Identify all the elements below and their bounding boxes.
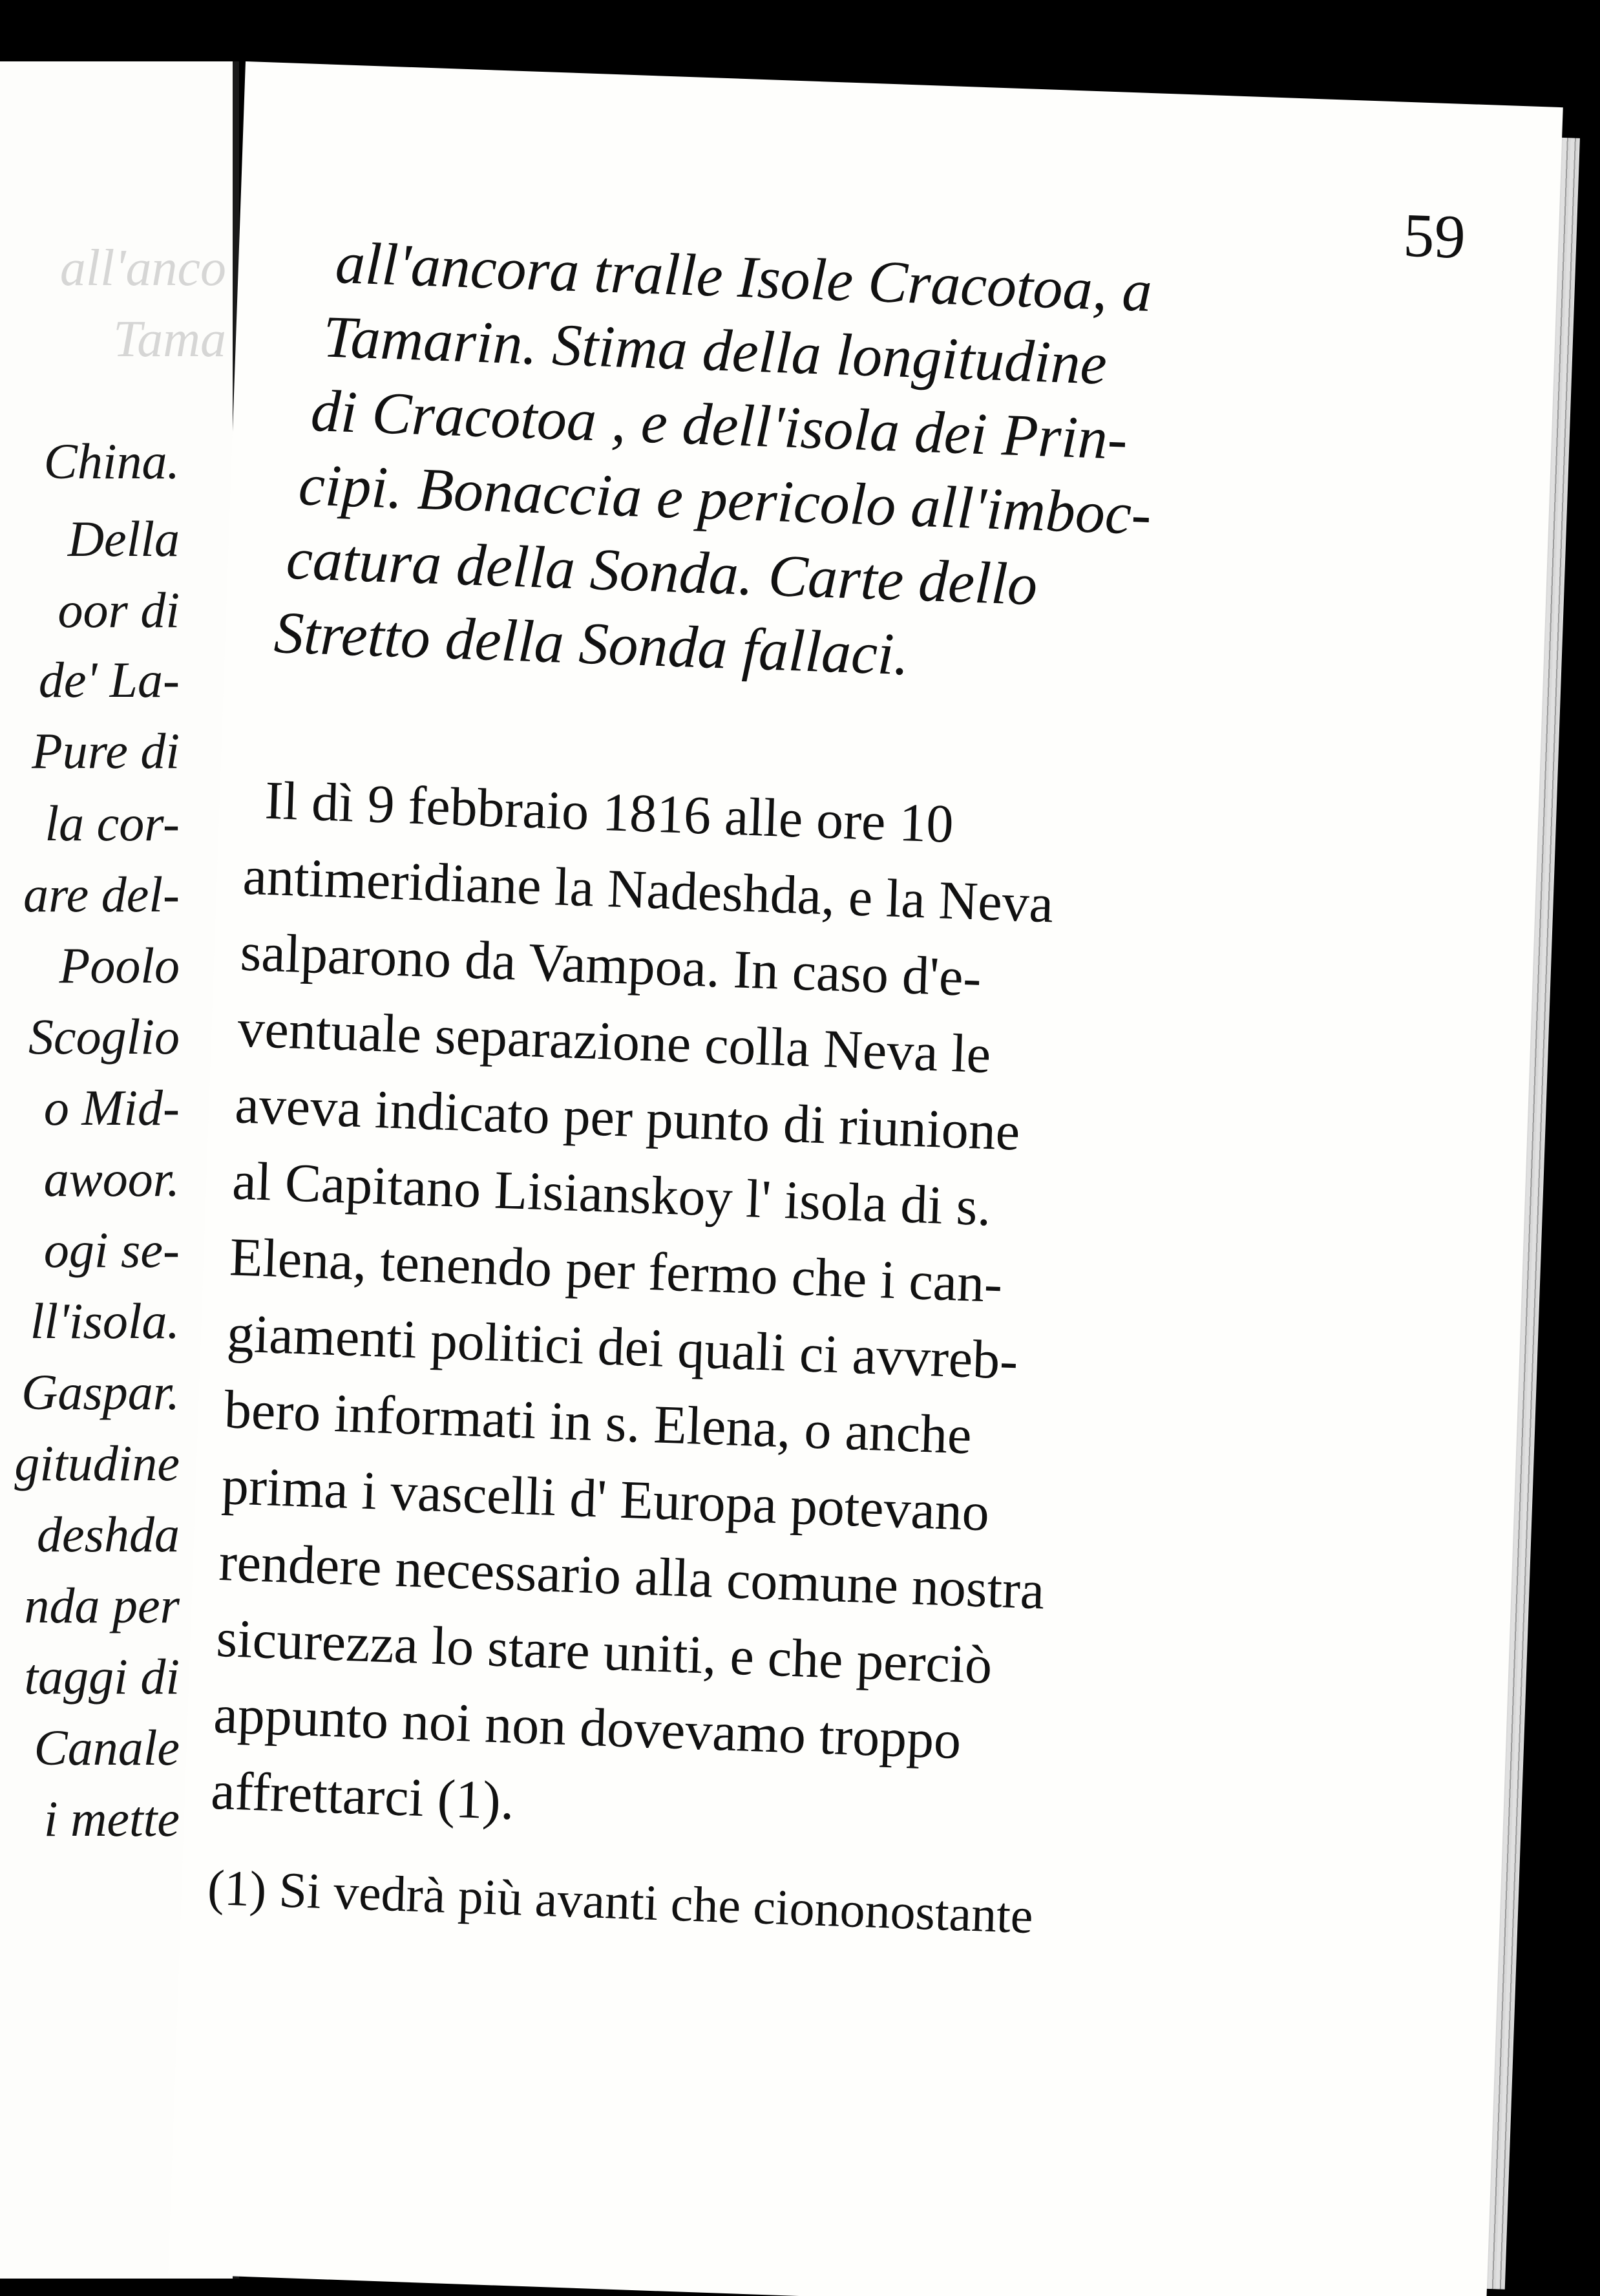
summary-line: Tamarin. Stima della longitudine: [322, 303, 1108, 397]
left-line: gitudine: [14, 1435, 180, 1491]
footnote-text: (1) Si vedrà più avanti che ciononostante: [206, 1858, 1035, 1944]
left-line: Gaspar.: [21, 1364, 180, 1420]
body-line-text: appunto noi non dovevamo troppo: [213, 1684, 962, 1771]
body-line-text: rendere necessario alla comune nostra: [218, 1532, 1046, 1621]
body-line-text: antimeridiane la Nadeshda, e la Neva: [242, 845, 1055, 935]
left-line: are del-: [23, 866, 180, 922]
left-line: la cor-: [45, 795, 180, 851]
body-line-text: aveva indicato per punto di riunione: [234, 1074, 1021, 1162]
left-line: ll'isola.: [30, 1293, 180, 1349]
left-line: nda per: [24, 1577, 180, 1633]
summary-line: all'ancora tralle Isole Cracotoa, a: [334, 229, 1153, 324]
summary-line: catura della Sonda. Carte dello: [285, 525, 1038, 618]
left-line: taggi di: [24, 1648, 180, 1705]
left-line: deshda: [37, 1506, 180, 1562]
body-text: [209, 770, 1474, 1832]
body-line: [209, 1760, 1433, 1861]
summary-line: di Cracotoa , e dell'isola dei Prin-: [310, 377, 1129, 472]
left-line: Poolo: [59, 937, 180, 994]
left-line: Scoglio: [28, 1008, 180, 1065]
body-line-text: Elena, tenendo per fermo che i can-: [228, 1227, 1004, 1314]
body-line-text: Il dì 9 febbraio 1816 alle ore 10: [264, 770, 955, 855]
left-faded-line-1: all'anco: [59, 240, 226, 297]
left-line: Pure di: [32, 723, 180, 779]
left-line: Canale: [34, 1719, 180, 1776]
left-line: oor di: [58, 582, 180, 638]
body-line-text: al Capitano Lisianskoy l' isola di s.: [231, 1151, 993, 1238]
left-faded-line-2: Tama: [113, 311, 226, 368]
left-line: i mette: [43, 1791, 180, 1847]
page-number: 59: [1402, 200, 1467, 272]
left-line: awoor.: [43, 1151, 180, 1207]
left-line: China.: [43, 433, 180, 489]
body-line-text: ventuale separazione colla Neva le: [237, 998, 992, 1085]
summary-line: cipi. Bonaccia e pericolo all'imboc-: [297, 451, 1153, 547]
body-line-text: salparono da Vampoa. In caso d'e-: [239, 922, 983, 1008]
summary-line: Stretto della Sonda fallaci.: [273, 599, 911, 688]
left-line: o Mid-: [43, 1079, 180, 1136]
body-line-text: prima i vascelli d' Europa potevano: [220, 1456, 991, 1543]
body-line-text: giamenti politici dei quali ci avvreb-: [226, 1303, 1019, 1391]
left-line: ogi se-: [43, 1222, 180, 1278]
body-line-text: bero informati in s. Elena, o anche: [223, 1379, 973, 1466]
body-line-text: affrettarci (1).: [209, 1760, 516, 1832]
body-line-text: sicurezza lo stare uniti, e che perciò: [215, 1608, 993, 1695]
footnote: [207, 1858, 1429, 1959]
left-line: de' La-: [38, 652, 180, 708]
left-line: Della: [67, 511, 180, 567]
right-page: [168, 61, 1563, 2296]
